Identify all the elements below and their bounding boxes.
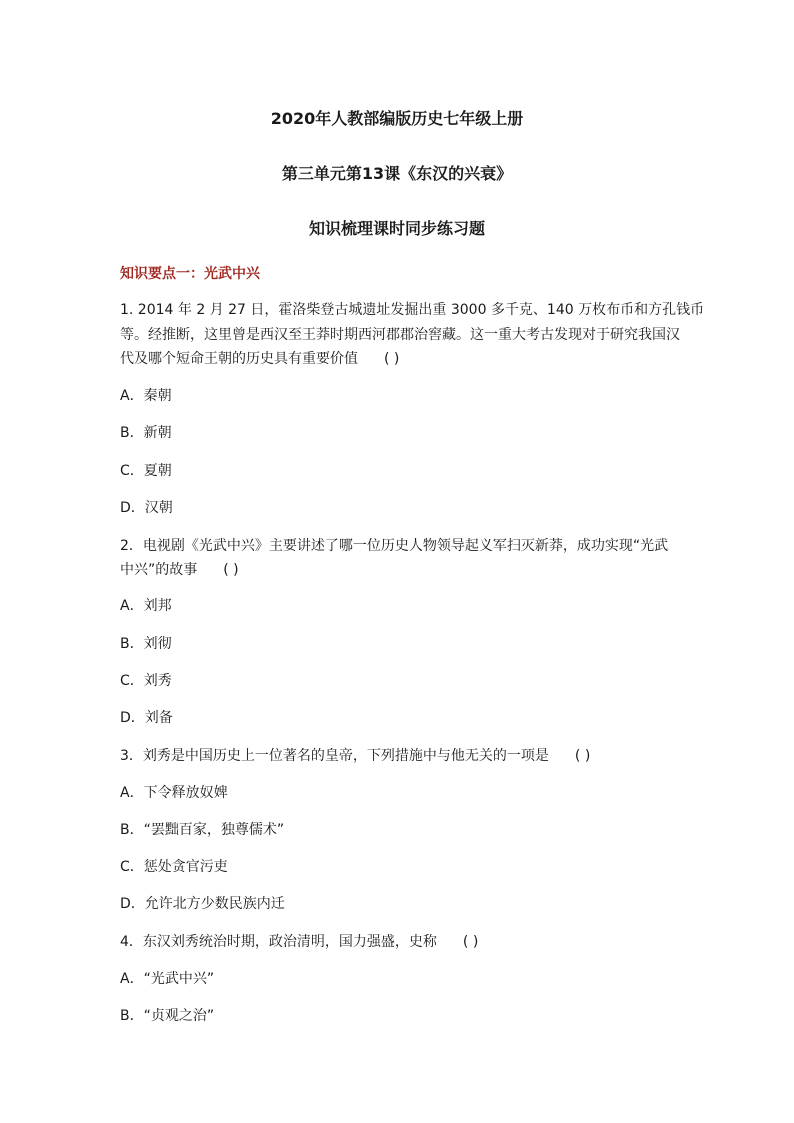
option-1-a: A．秦朝 [120,388,172,404]
option-2-b: B．刘彻 [120,636,172,652]
option-2-c: C．刘秀 [120,673,172,689]
question-1-line-3 [120,350,399,368]
option-1-d: D．汉朝 [120,500,173,516]
answer-blank: ( ) [223,562,239,578]
option-3-d: D．允许北方少数民族内迁 [120,896,285,912]
question-4-line-1 [120,933,478,951]
question-1-line-2: 等。经推断，这里曾是西汉至王莽时期西河郡郡治窖藏。这一重大考古发现对于研究我国汉 [120,327,680,343]
answer-blank: ( ) [384,351,400,367]
section-heading: 知识要点一：光武中兴 [120,266,260,282]
exercise-title: 知识梳理课时同步练习题 [308,219,485,238]
question-2-text: 中兴”的故事 [120,562,198,578]
option-4-a: A．“光武中兴” [120,971,215,987]
question-3-text: 3．刘秀是中国历史上一位著名的皇帝，下列措施中与他无关的一项是 [120,748,549,764]
question-2-line-2 [120,561,239,579]
answer-blank: ( ) [574,748,591,764]
question-2-line-1: 2．电视剧《光武中兴》主要讲述了哪一位历史人物领导起义军扫灭新莽，成功实现“光武 [120,538,669,554]
document-title: 2020年人教部编版历史七年级上册 [270,109,524,128]
lesson-title: 第三单元第13课《东汉的兴衰》 [281,164,513,183]
option-4-b: B．“贞观之治” [120,1008,215,1024]
option-3-a: A．下令释放奴婢 [120,785,228,801]
question-1-line-1: 1. 2014 年 2 月 27 日，霍洛柴登古城遗址发掘出重 3000 多千克、140 万枚布币和方孔钱币 [120,302,705,318]
option-2-a: A．刘邦 [120,598,172,614]
answer-blank: ( ) [462,934,479,950]
option-3-b: B．“罢黜百家，独尊儒术” [120,822,285,838]
question-1-text: 代及哪个短命王朝的历史具有重要价值 [120,351,358,367]
question-4-text: 4．东汉刘秀统治时期，政治清明，国力强盛，史称 [120,934,437,950]
option-2-d: D．刘备 [120,710,173,726]
option-1-b: B．新朝 [120,425,172,441]
option-3-c: C．惩处贪官污吏 [120,859,228,875]
question-3-line-1 [120,747,590,765]
option-1-c: C．夏朝 [120,463,172,479]
